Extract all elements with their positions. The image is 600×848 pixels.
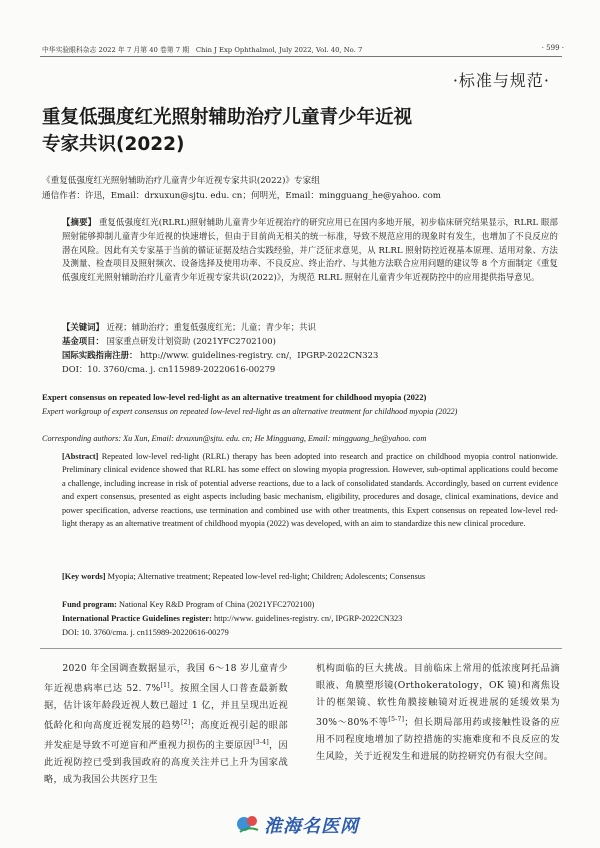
registry-label-en: International Practice Guidelines register: (62, 614, 212, 623)
english-workgroup: Expert workgroup of expert consensus on repeated low-level red-light as an alternative treatment for childhood myopia (2022) (42, 407, 458, 416)
abstract-en (62, 450, 558, 530)
title-line-1: 重复低强度红光照射辅助治疗儿童青少年近视 (42, 107, 413, 128)
citation[interactable]: [1] (160, 682, 170, 689)
doi-en[interactable]: DOI: 10. 3760/cma. j. cn115989-20220616-00279 (62, 628, 229, 637)
body-text: ，因此近视防控已受到我国政府的高度关注并已上升为国家战略，成为我国公共医疗卫生 (44, 740, 288, 786)
citation[interactable]: [3-4] (253, 739, 269, 747)
body-divider (40, 648, 562, 649)
body-column-left (44, 660, 288, 788)
registry-label-zh: 国际实践指南注册： (62, 350, 138, 360)
abstract-label-en: [Abstract] (62, 452, 99, 461)
page-number: · 599 · (541, 44, 564, 52)
body-text: 。按照全国人口普查最新数据，估计该年龄段近视人数已超过 1 亿，并且呈现出近视低龄化和向高度近视发展的趋势 (44, 683, 288, 732)
registry-en (62, 614, 558, 623)
body-text: ；高度近视引起的眼部并发症是导致不可逆盲和严重视力损伤的主要原因 (44, 720, 289, 752)
registry-link-en[interactable]: http://www. guidelines-registry. cn/, IPGRP-2022CN323 (213, 614, 403, 623)
title-line-2: 专家共识(2022) (42, 134, 185, 155)
fund-zh (62, 335, 558, 349)
citation[interactable]: [2] (181, 719, 191, 727)
keywords-text-zh: 近视；辅助治疗；重复低强度红光；儿童；青少年；共识 (106, 322, 316, 332)
logo-icon (234, 812, 262, 834)
keywords-label-zh: 【关键词】 (62, 322, 104, 332)
body-column-right (316, 660, 560, 765)
registry-zh (62, 349, 558, 363)
registry-link-zh[interactable]: http://www. guidelines-registry. cn/，IPGRP-2022CN323 (140, 350, 379, 360)
keywords-en (62, 570, 558, 583)
body-text: 2020 年全国调查数据显示，我国 6～18 岁儿童青少年近视患病率已达 52. 7% (44, 663, 288, 695)
fund-text-zh: 国家重点研发计划资助 (2021YFC2702100) (106, 336, 276, 346)
fund-label-zh: 基金项目： (62, 336, 104, 346)
english-title: Expert consensus on repeated low-level red-light as an alternative treatment for childhood myopia (2022) (42, 392, 427, 402)
article-title (42, 104, 562, 158)
section-tag: ·标准与规范· (452, 71, 550, 90)
keywords-label-en: [Key words] (62, 572, 106, 581)
watermark-text: 淮海名医网 (264, 816, 359, 837)
abstract-label-zh: 【摘要】 (62, 217, 97, 227)
fund-label-en: Fund program: (62, 600, 117, 609)
header-divider (40, 56, 562, 57)
english-corresponding: Corresponding authors: Xu Xun, Email: drxuxun@sjtu. edu. cn; He Mingguang, Email: mingguang_he@yahoo. com (42, 434, 427, 443)
citation[interactable]: [5-7] (388, 716, 405, 723)
abstract-text-zh: 重复低强度红光(RLRL)照射辅助儿童青少年近视治疗的研究应用已在国内多地开展，初步临床研究结果显示，RLRL 眼部照射能够抑制儿童青少年近视的快速增长，但由于目前尚无相关的统一标准，导致不规范应用的现象时有发生，也增加了不良反应的潜在风险。因此有关专家基于当前的循证证据及结合实践经验，并广泛征求意见，从 RLRL 照射防控近视基本原理、适用对象、方法及测量、检查项目及照射频次、设备选择及使用功率、不良反应、终止治疗、与其他方法联合应用问题的建议等 8 个方面制定《重复低强度红光照射辅助治疗儿童青少年近视专家共识(2022)》，为规范 RLRL 照射在儿童青少年近视防控中的应用提供指导意见。 (62, 217, 559, 283)
watermark-logo (234, 812, 414, 837)
abstract-text-en: Repeated low-level red-light (RLRL) therapy has been adopted into research and practice on childhood myopia control nationwide. Preliminary clinical evidence showed that RLRL has some effect on slowing myopia progression. However, sub-optimal applications could become a challenge, including increase in risk of potential adverse reactions, due to a lack of consolidated standards. Accordingly, based on current evidence and expert consensus, presented as eight aspects including basic mechanism, eligibility, procedures and dosage, clinical examinations, device and power specification, adverse reactions, use termination and combined use with other treatments, this Expert consensus on repeated low-level red-light therapy as an alternative treatment of childhood myopia (2022) was developed, with an aim to standardize this new clinical procedure. (62, 452, 558, 529)
fund-text-en: National Key R&D Program of China (2021YFC2702100) (119, 600, 315, 609)
body-text: 机构面临的巨大挑战。目前临床上常用的低浓度阿托品滴眼液、角膜塑形镜(Orthokeratology，OK 镜)和离焦设计的框架镜、软性角膜接触镜对近视进展的延缓效果为 30%～80%不等 (316, 663, 560, 729)
authors-zh: 《重复低强度红光照射辅助治疗儿童青少年近视专家共识(2022)》专家组 (42, 176, 320, 186)
running-head: 中华实验眼科杂志 2022 年 7 月第 40 卷第 7 期 Chin J Exp Ophthalmol, July 2022, Vol. 40, No. 7 (42, 46, 363, 54)
keywords-text-en: Myopia; Alternative treatment; Repeated low-level red-light; Children; Adolescents; Consensus (107, 572, 426, 581)
fund-en (62, 600, 558, 609)
doi-zh[interactable]: DOI：10. 3760/cma. j. cn115989-20220616-00279 (62, 364, 276, 374)
abstract-zh (62, 216, 558, 285)
corresponding-zh: 通信作者：许迅，Email：drxuxun@sjtu. edu. cn；何明光，Email：mingguang_he@yahoo. com (42, 191, 441, 201)
keywords-zh (62, 321, 558, 335)
body-text: ；但长期局部用药或接触性设备的应用不同程度地增加了防控措施的实施难度和不良反应的发生风险，关于近视发生和进展的防控研究仍有很大空间。 (316, 717, 560, 763)
